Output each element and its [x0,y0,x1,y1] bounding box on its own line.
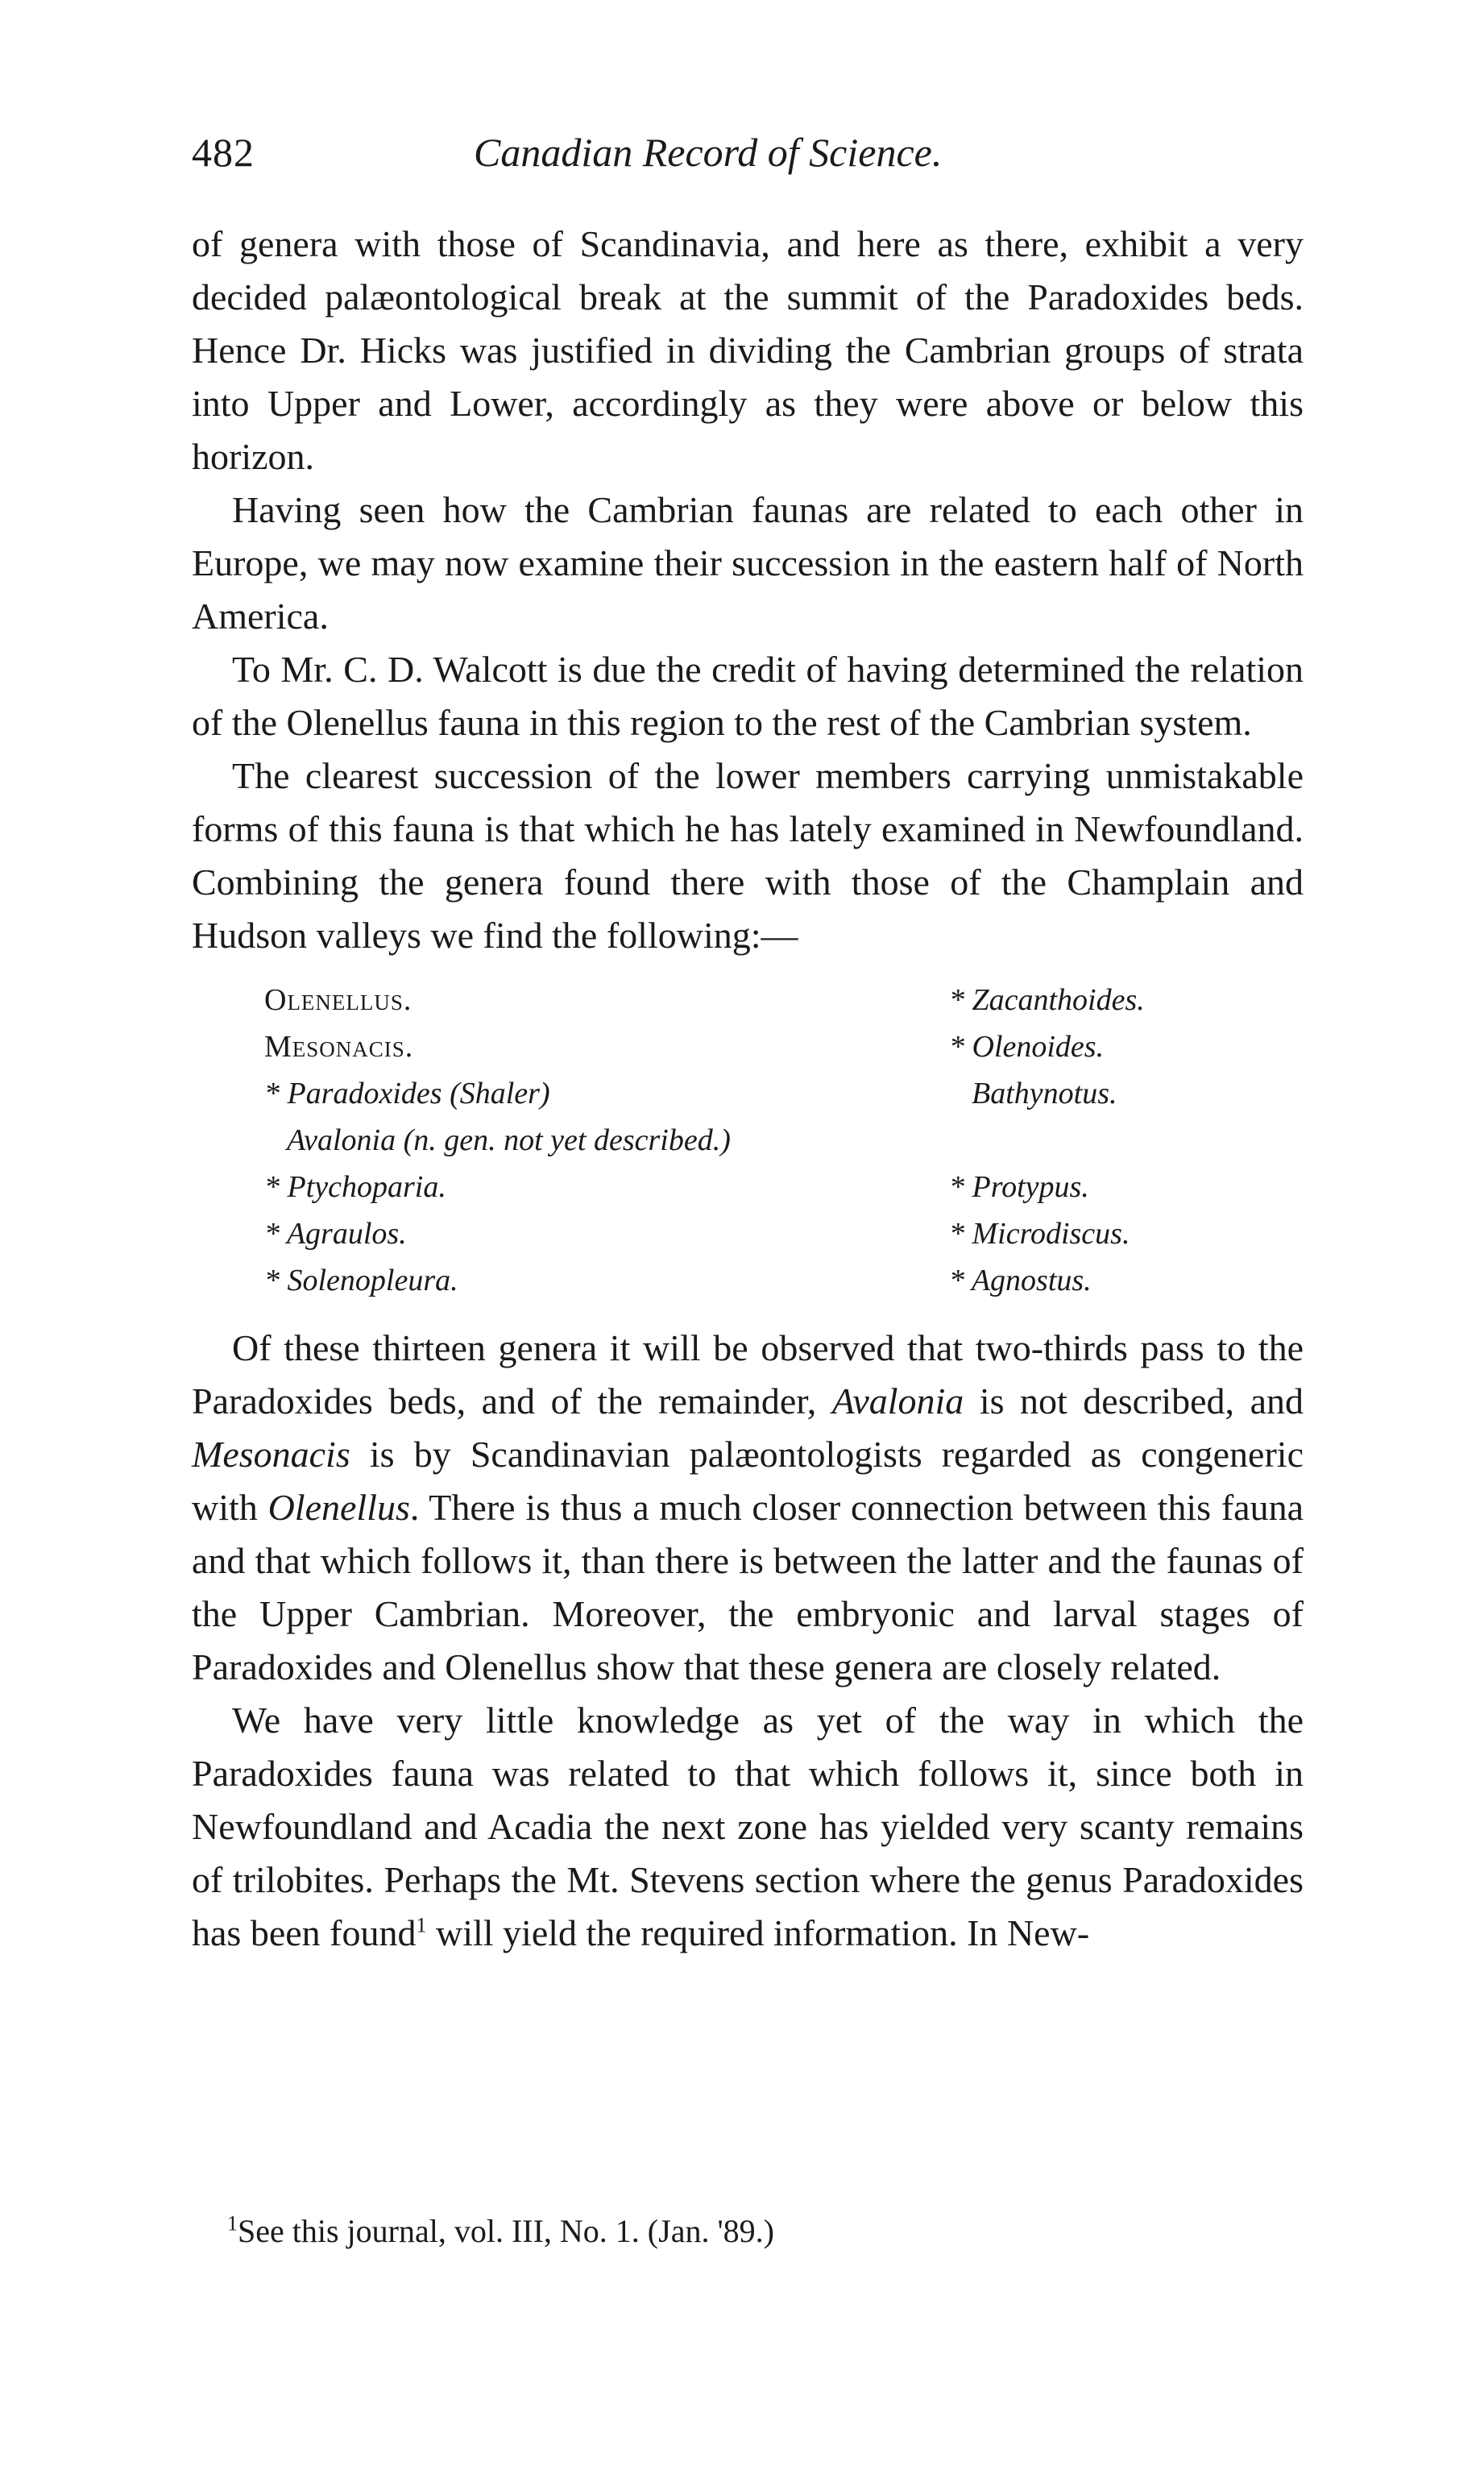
genus-protypus: * Protypus. [949,1170,1089,1204]
genus-microdiscus: * Microdiscus. [949,1217,1130,1251]
paragraph-6-part-a: We have very little knowledge as yet of the way in which the Paradoxides fauna was related to that which follows it, since both in Newfoundland and Acadia the next zone has yielded very scanty remains of trilobites. Perhaps the Mt. Stevens section where the genus Paradoxides has been found [192,1700,1304,1953]
genus-zacanthoides: * Zacanthoides. [949,983,1145,1017]
genus-paradoxides: * Paradoxides (Shaler) [264,1077,550,1110]
paragraph-5-part-b: is not described, and [964,1380,1304,1422]
genera-list-left-column [264,977,989,1304]
olenellus-term: Olenellus [267,1487,410,1528]
footnote-text: See this journal, vol. III, No. 1. (Jan. '89.) [238,2213,774,2249]
paragraph-4: The clearest succession of the lower members carrying unmistakable forms of this fauna is that which he has lately examined in Newfoundland. Combining the genera found there with those of the Champlain and Hudson valleys we find the following:— [192,755,1304,956]
genus-ptychoparia: * Ptychoparia. [264,1170,446,1204]
genus-olenoides: * Olenoides. [949,1030,1105,1064]
page-number: 482 [192,130,255,175]
paragraph-5-part-a: Of these thirteen genera it will be observed that two-thirds pass to the Paradoxides beds, and of the remainder, [192,1327,1304,1422]
paragraph-5-part-d: . There is thus a much closer connection between this fauna and that which follows it, than there is between the latter and the faunas of the Upper Cambrian. Moreover, the embryonic and larval stages of Paradoxides and Olenellus show that these genera are closely related. [192,1487,1304,1687]
page-header [192,129,1304,185]
genus-olenellus: Olenellus. [264,983,412,1017]
paragraph-3: To Mr. C. D. Walcott is due the credit of having determined the relation of the Olenellus fauna in this region to the rest of the Cambrian system. [192,649,1304,743]
mesonacis-term: Mesonacis [192,1434,350,1475]
footnote-marker: 1 [227,2211,238,2235]
genus-avalonia: Avalonia (n. gen. not yet described.) [287,1123,731,1157]
list-spacer [949,1117,1304,1164]
avalonia-term: Avalonia [831,1380,964,1422]
paragraph-6-part-b: will yield the required information. In New- [426,1912,1090,1953]
genus-solenopleura: * Solenopleura. [264,1264,458,1297]
genera-list [192,977,1304,1305]
genus-agraulos: * Agraulos. [264,1217,407,1251]
running-title: Canadian Record of Science. [474,130,943,175]
genera-list-right-column [949,977,1304,1304]
paragraph-6 [192,1694,1304,1960]
paragraph-2: Having seen how the Cambrian faunas are related to each other in Europe, we may now examine their succession in the eastern half of North America. [192,489,1304,637]
footnote [227,2212,774,2250]
body-text [192,218,1304,1960]
paragraph-1: of genera with those of Scandinavia, and here as there, exhibit a very decided palæontological break at the summit of the Paradoxides beds. Hence Dr. Hicks was justified in dividing the Cambrian groups of strata into Upper and Lower, accordingly as they were above or below this horizon. [192,223,1304,477]
paragraph-5 [192,1322,1304,1694]
genus-mesonacis: Mesonacis. [264,1030,414,1064]
genus-bathynotus: Bathynotus. [972,1077,1117,1110]
genus-agnostus: * Agnostus. [949,1264,1092,1297]
paragraph-5-part-c: is by Scandinavian palæontologists regarded as congeneric with [192,1434,1304,1528]
footnote-reference: 1 [416,1913,427,1937]
